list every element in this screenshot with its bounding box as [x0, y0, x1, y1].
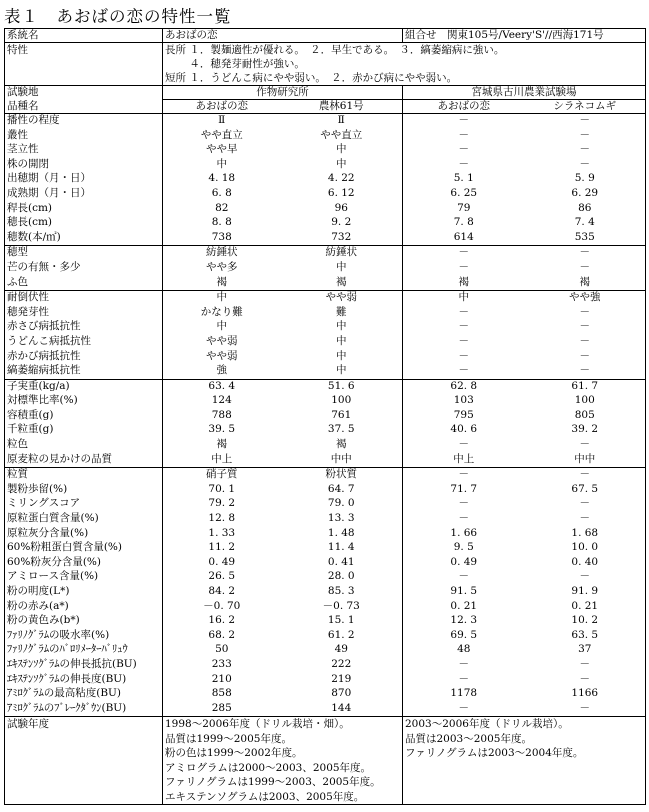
table-row — [5, 643, 646, 658]
cell-value: 210 — [211, 672, 232, 685]
cell-value: 96 — [281, 202, 403, 217]
cell-value: － — [525, 306, 646, 321]
table-row — [5, 276, 646, 291]
cell-value: Ⅱ — [281, 114, 403, 129]
table-row — [5, 658, 646, 673]
row-label: 原麦粒の見かけの品質 — [5, 453, 163, 468]
cell-value: － — [525, 512, 646, 527]
cell-value: 12. 8 — [208, 512, 236, 525]
cell-value: － — [525, 438, 646, 453]
varieties-label: 品種名 — [5, 100, 163, 114]
table-row — [5, 673, 646, 688]
table-row — [5, 172, 646, 187]
site-2: 宮城県古川農業試験場 — [403, 86, 646, 100]
cell-value: 中 — [281, 261, 403, 276]
table-row — [5, 291, 646, 306]
table-row — [5, 335, 646, 350]
cell-value: 中 — [216, 320, 227, 333]
cell-value: 硝子質 — [206, 468, 238, 481]
cell-value: 11. 4 — [281, 541, 403, 556]
row-label: 出穂期（月・日） — [5, 172, 163, 187]
row-label: 赤さび病抵抗性 — [5, 320, 163, 335]
cell-value: 10. 0 — [525, 541, 646, 556]
table-row — [5, 261, 646, 276]
cell-value: － — [458, 468, 469, 481]
table-row — [5, 379, 646, 394]
cell-value: 中 — [281, 335, 403, 350]
cell-value: やや直立 — [281, 129, 403, 144]
cell-value: 91. 9 — [525, 585, 646, 600]
table-row — [5, 423, 646, 438]
cell-value: 6. 25 — [450, 186, 478, 199]
cell-value: 褐 — [281, 276, 403, 291]
variety-col-2: 農林61号 — [281, 100, 403, 114]
row-label: ｱﾐﾛｸﾞﾗﾑのﾌﾞﾚｰｸﾀﾞｳﾝ(BU) — [5, 702, 163, 717]
cell-value: 86 — [525, 202, 646, 217]
row-label: 穂長(cm) — [5, 216, 163, 231]
cell-value: Ⅱ — [218, 114, 226, 126]
cell-value: 870 — [281, 687, 403, 702]
row-label: 60%粉粗蛋白質含量(%) — [5, 541, 163, 556]
cell-value: 49 — [281, 643, 403, 658]
cell-value: 26. 5 — [208, 570, 236, 583]
cell-value: 100 — [281, 394, 403, 409]
cell-value: やや強 — [525, 291, 646, 306]
table-row — [5, 202, 646, 217]
cell-value: 761 — [281, 409, 403, 424]
cell-value: － — [458, 157, 469, 170]
cell-value: －0. 73 — [281, 600, 403, 615]
cell-value: 7. 8 — [453, 216, 474, 229]
cell-value: 12. 3 — [450, 614, 478, 627]
cell-value: － — [458, 114, 469, 126]
cell-value: 100 — [525, 394, 646, 409]
row-label: 株の開閉 — [5, 158, 163, 173]
cell-value: － — [525, 129, 646, 144]
variety-col-3: あおばの恋 — [403, 100, 525, 114]
test-years-site-1 — [163, 717, 403, 805]
row-label: 穂型 — [5, 246, 163, 261]
cell-value: 紡錘状 — [281, 246, 403, 261]
sites-label: 試験地 — [5, 86, 163, 100]
cell-value: 中 — [216, 291, 227, 304]
test-years-row — [5, 717, 646, 805]
features-line-1: 長所 １．製麺適性が優れる。 ２．早生である。 ３．縞萎縮病に強い。 — [165, 44, 505, 56]
table-row — [5, 114, 646, 129]
cell-value: 70. 1 — [208, 482, 236, 495]
cross-info: 組合せ 関東105号/Veery'S'//西海171号 — [403, 29, 646, 43]
cell-value: 9. 2 — [281, 216, 403, 231]
table-row — [5, 512, 646, 527]
cell-value: 0. 21 — [525, 600, 646, 615]
cell-value: 粉状質 — [281, 468, 403, 483]
table-row — [5, 216, 646, 231]
cell-value: 51. 6 — [281, 379, 403, 394]
row-label: 穂発芽性 — [5, 306, 163, 321]
cell-value: － — [525, 570, 646, 585]
row-label: 粒色 — [5, 438, 163, 453]
table-row — [5, 158, 646, 173]
cell-value: 褐 — [281, 438, 403, 453]
cell-value: 5. 9 — [525, 172, 646, 187]
cell-value: 11. 2 — [208, 541, 236, 554]
cell-value: 15. 1 — [281, 614, 403, 629]
cell-value: 1178 — [450, 687, 478, 700]
cell-value: 40. 6 — [450, 423, 478, 436]
cell-value: 0. 21 — [450, 599, 478, 612]
cell-value: － — [458, 570, 469, 583]
table-row — [5, 541, 646, 556]
row-label: ｱﾐﾛｸﾞﾗﾑの最高粘度(BU) — [5, 687, 163, 702]
table-row — [5, 527, 646, 542]
row-label: ｴｷｽﾃﾝｿｸﾞﾗﾑの伸長抵抗(BU) — [5, 658, 163, 673]
cell-value: － — [403, 364, 525, 379]
cell-value: 614 — [403, 231, 525, 246]
cell-value: － — [458, 128, 469, 141]
cell-value: 中 — [281, 350, 403, 365]
cell-value: 6. 12 — [281, 187, 403, 202]
cell-value: 61. 2 — [281, 629, 403, 644]
cell-value: 62. 8 — [450, 379, 478, 392]
row-label: 粉の赤み(a*) — [5, 600, 163, 615]
cell-value: 8. 8 — [211, 216, 232, 229]
cell-value: － — [458, 497, 469, 510]
cell-value: － — [458, 334, 469, 347]
cell-value: 219 — [281, 673, 403, 688]
cell-value: 4. 18 — [208, 172, 236, 185]
table-row — [5, 320, 646, 335]
cell-value: － — [525, 158, 646, 173]
table-row — [5, 129, 646, 144]
note-line: エキステンソグラムは2003、2005年度。 — [165, 790, 365, 803]
cell-value: 褐 — [525, 276, 646, 291]
row-label: ﾌｧﾘﾉｸﾞﾗﾑのﾊﾞﾛﾘﾒｰﾀｰﾊﾞﾘｭｳ — [5, 643, 163, 658]
row-label: 粉の明度(L*) — [5, 585, 163, 600]
row-label: アミロース含量(%) — [5, 570, 163, 585]
row-label: 原粒蛋白質含量(%) — [5, 512, 163, 527]
row-label: 子実重(kg/a) — [5, 379, 163, 394]
features-label: 特性 — [5, 43, 163, 86]
cell-value: 84. 2 — [208, 585, 236, 597]
note-line: 品質は1999～2005年度。 — [165, 732, 292, 745]
site-1: 作物研究所 — [163, 86, 403, 100]
cell-value: － — [525, 497, 646, 512]
cell-value: 858 — [211, 687, 232, 700]
cell-value: 71. 7 — [450, 482, 478, 495]
cell-value: － — [525, 350, 646, 365]
table-row — [5, 570, 646, 585]
cell-value: 788 — [211, 408, 232, 421]
note-line: 粉の色は1999～2002年度。 — [165, 747, 303, 760]
row-label: 赤かび病抵抗性 — [5, 350, 163, 365]
cell-value: 0. 40 — [525, 556, 646, 571]
cell-value: 1166 — [525, 687, 646, 702]
cell-value: 61. 7 — [525, 379, 646, 394]
table-row — [5, 585, 646, 600]
cell-value: 732 — [281, 231, 403, 246]
cell-value: 1. 33 — [208, 526, 236, 539]
cell-value: 124 — [211, 394, 232, 407]
table-row — [5, 453, 646, 468]
row-label: 播性の程度 — [5, 114, 163, 129]
cell-value: 64. 7 — [281, 483, 403, 498]
row-label: うどんこ病抵抗性 — [5, 335, 163, 350]
cell-value: － — [525, 143, 646, 158]
table-row — [5, 614, 646, 629]
cell-value: やや多 — [206, 260, 238, 273]
cell-value: 82 — [215, 201, 229, 214]
cell-value: 79 — [457, 201, 471, 214]
cell-value: 中 — [281, 320, 403, 335]
cell-value: 0. 49 — [208, 555, 236, 568]
cell-value: 37. 5 — [281, 423, 403, 438]
test-years-label: 試験年度 — [5, 717, 163, 805]
cell-value: 褐 — [163, 276, 281, 291]
table-row — [5, 468, 646, 483]
cell-value: 233 — [211, 657, 232, 670]
cell-value: 褐 — [403, 276, 525, 291]
table-row — [5, 629, 646, 644]
row-label: 粒質 — [5, 468, 163, 483]
table-row — [5, 483, 646, 498]
cell-value: 4. 22 — [281, 172, 403, 187]
row-label: 穂数(本/㎡) — [5, 231, 163, 246]
cell-value: 中 — [458, 291, 469, 304]
test-years-site-2 — [403, 717, 646, 805]
cell-value: － — [525, 468, 646, 483]
cell-value: 中上 — [403, 453, 525, 468]
cell-value: － — [458, 320, 469, 333]
note-line: ファリノグラムは2003～2004年度。 — [405, 747, 584, 760]
table-row — [5, 143, 646, 158]
cell-value: － — [525, 702, 646, 717]
note-line: ファリノグラムは1999～2003、2005年度。 — [165, 776, 381, 789]
cell-value: 1. 66 — [450, 526, 478, 539]
table-title: 表１ あおばの恋の特性一覧 — [4, 7, 232, 26]
features-line-2: ４．穂発芽耐性が強い。 — [165, 58, 305, 70]
table-row — [5, 438, 646, 453]
variety-col-4: シラネコムギ — [525, 100, 646, 114]
table-row — [5, 246, 646, 261]
cell-value: － — [458, 657, 469, 670]
row-label: 容積重(g) — [5, 409, 163, 424]
cell-value: 5. 1 — [453, 172, 474, 185]
cell-value: 795 — [453, 408, 474, 421]
cell-value: － — [458, 246, 469, 259]
table-row — [5, 231, 646, 246]
cell-value: 28. 0 — [281, 570, 403, 585]
cell-value: 6. 29 — [525, 187, 646, 202]
table-row — [5, 187, 646, 202]
table-row — [5, 600, 646, 615]
characteristics-table — [4, 28, 646, 805]
row-label: ｴｷｽﾃﾝｿｸﾞﾗﾑの伸長度(BU) — [5, 673, 163, 688]
cell-value: 褐 — [216, 438, 227, 451]
row-label: 千粒重(g) — [5, 423, 163, 438]
table-row — [5, 364, 646, 379]
cell-value: － — [525, 364, 646, 379]
cell-value: やや早 — [206, 143, 238, 156]
row-label: 茎立性 — [5, 143, 163, 158]
note-line: 品質は2003～2005年度。 — [405, 732, 532, 745]
cell-value: 難 — [281, 306, 403, 321]
cell-value: 222 — [281, 658, 403, 673]
cell-value: － — [458, 438, 469, 451]
cell-value: － — [403, 702, 525, 717]
cell-value: かなり難 — [200, 305, 243, 318]
table-row — [5, 306, 646, 321]
cell-value: 805 — [525, 409, 646, 424]
cell-value: 中上 — [163, 453, 281, 468]
features-line-3: 短所 １．うどんこ病にやや弱い。 ２．赤かび病にやや弱い。 — [165, 72, 458, 84]
cell-value: 7. 4 — [525, 216, 646, 231]
note-line: アミログラムは2000～2003、2005年度。 — [165, 761, 372, 774]
cell-value: 48 — [457, 643, 471, 656]
cell-value: 85. 3 — [281, 585, 403, 600]
row-label: 60%粉灰分含量(%) — [5, 556, 163, 571]
cell-value: － — [525, 335, 646, 350]
cell-value: 0. 41 — [281, 556, 403, 571]
cell-value: 紡錘状 — [206, 246, 238, 259]
cell-value: 103 — [453, 394, 474, 407]
table-row — [5, 556, 646, 571]
cell-value: 79. 0 — [281, 497, 403, 512]
row-label: 耐倒伏性 — [5, 291, 163, 306]
row-label: ふ色 — [5, 276, 163, 291]
table-row — [5, 350, 646, 365]
cell-value: 535 — [525, 231, 646, 246]
row-label: ミリングスコア — [5, 497, 163, 512]
row-label: 粉の黄色み(b*) — [5, 614, 163, 629]
table-row — [5, 409, 646, 424]
cell-value: やや直立 — [200, 128, 243, 141]
cell-value: 中 — [216, 157, 227, 170]
cell-value: 69. 5 — [450, 628, 478, 641]
cell-value: 285 — [163, 702, 281, 717]
cell-value: 50 — [215, 643, 229, 656]
variety-col-1: あおばの恋 — [163, 100, 281, 114]
table-row — [5, 497, 646, 512]
cell-value: 16. 2 — [208, 614, 236, 627]
cell-value: 79. 2 — [208, 497, 236, 510]
cell-value: 9. 5 — [453, 541, 474, 554]
cell-value: － — [525, 320, 646, 335]
note-line: 2003～2006年度（ドリル栽培）。 — [405, 718, 569, 731]
row-label: 成熟期（月・日） — [5, 187, 163, 202]
row-label: ﾌｧﾘﾉｸﾞﾗﾑの吸水率(%) — [5, 629, 163, 644]
cell-value: － — [458, 349, 469, 362]
cell-value: 68. 2 — [208, 628, 236, 641]
cell-value: 738 — [163, 231, 281, 246]
row-label: 原粒灰分含量(%) — [5, 527, 163, 542]
cell-value: － — [525, 114, 646, 129]
cell-value: －0. 70 — [203, 599, 241, 612]
cell-value: 強 — [163, 364, 281, 379]
cell-value: － — [525, 658, 646, 673]
cell-value: 91. 5 — [450, 585, 478, 597]
cell-value: － — [458, 672, 469, 685]
cell-value: 63. 4 — [208, 379, 236, 392]
row-label: 芒の有無・多少 — [5, 261, 163, 276]
cell-value: 中中 — [525, 453, 646, 468]
cell-value: － — [525, 673, 646, 688]
cell-value: 67. 5 — [525, 483, 646, 498]
cell-value: － — [458, 143, 469, 156]
cell-value: 37 — [525, 643, 646, 658]
cell-value: 0. 49 — [450, 555, 478, 568]
row-label: 叢性 — [5, 129, 163, 144]
note-line: 1998～2006年度（ドリル栽培・畑）。 — [165, 718, 350, 731]
cell-value: 39. 5 — [208, 423, 236, 436]
cell-value: 1. 68 — [525, 527, 646, 542]
cell-value: 10. 2 — [525, 614, 646, 629]
cell-value: やや弱 — [206, 349, 238, 362]
cell-value: － — [458, 305, 469, 318]
cell-value: － — [525, 261, 646, 276]
cell-value: 中 — [281, 158, 403, 173]
row-label: 製粉歩留(%) — [5, 483, 163, 498]
variety-name: あおばの恋 — [163, 29, 403, 43]
cell-value: 中 — [281, 143, 403, 158]
cell-value: 39. 2 — [525, 423, 646, 438]
cell-value: 1. 48 — [281, 527, 403, 542]
row-label: 対標準比率(%) — [5, 394, 163, 409]
table-row — [5, 687, 646, 702]
cell-value: やや弱 — [206, 334, 238, 347]
cell-value: － — [525, 246, 646, 261]
cell-value: 中 — [281, 364, 403, 379]
cell-value: 6. 8 — [211, 186, 232, 199]
cell-value: 13. 3 — [281, 512, 403, 527]
features-text — [163, 43, 646, 86]
cell-value: 144 — [281, 702, 403, 717]
table-row — [5, 394, 646, 409]
variety-label: 系統名 — [5, 29, 163, 43]
cell-value: やや弱 — [281, 291, 403, 306]
table-row — [5, 702, 646, 717]
row-label: 縞萎縮病抵抗性 — [5, 364, 163, 379]
cell-value: 63. 5 — [525, 629, 646, 644]
cell-value: 中中 — [281, 453, 403, 468]
row-label: 稈長(cm) — [5, 202, 163, 217]
cell-value: － — [458, 260, 469, 273]
cell-value: － — [458, 512, 469, 525]
